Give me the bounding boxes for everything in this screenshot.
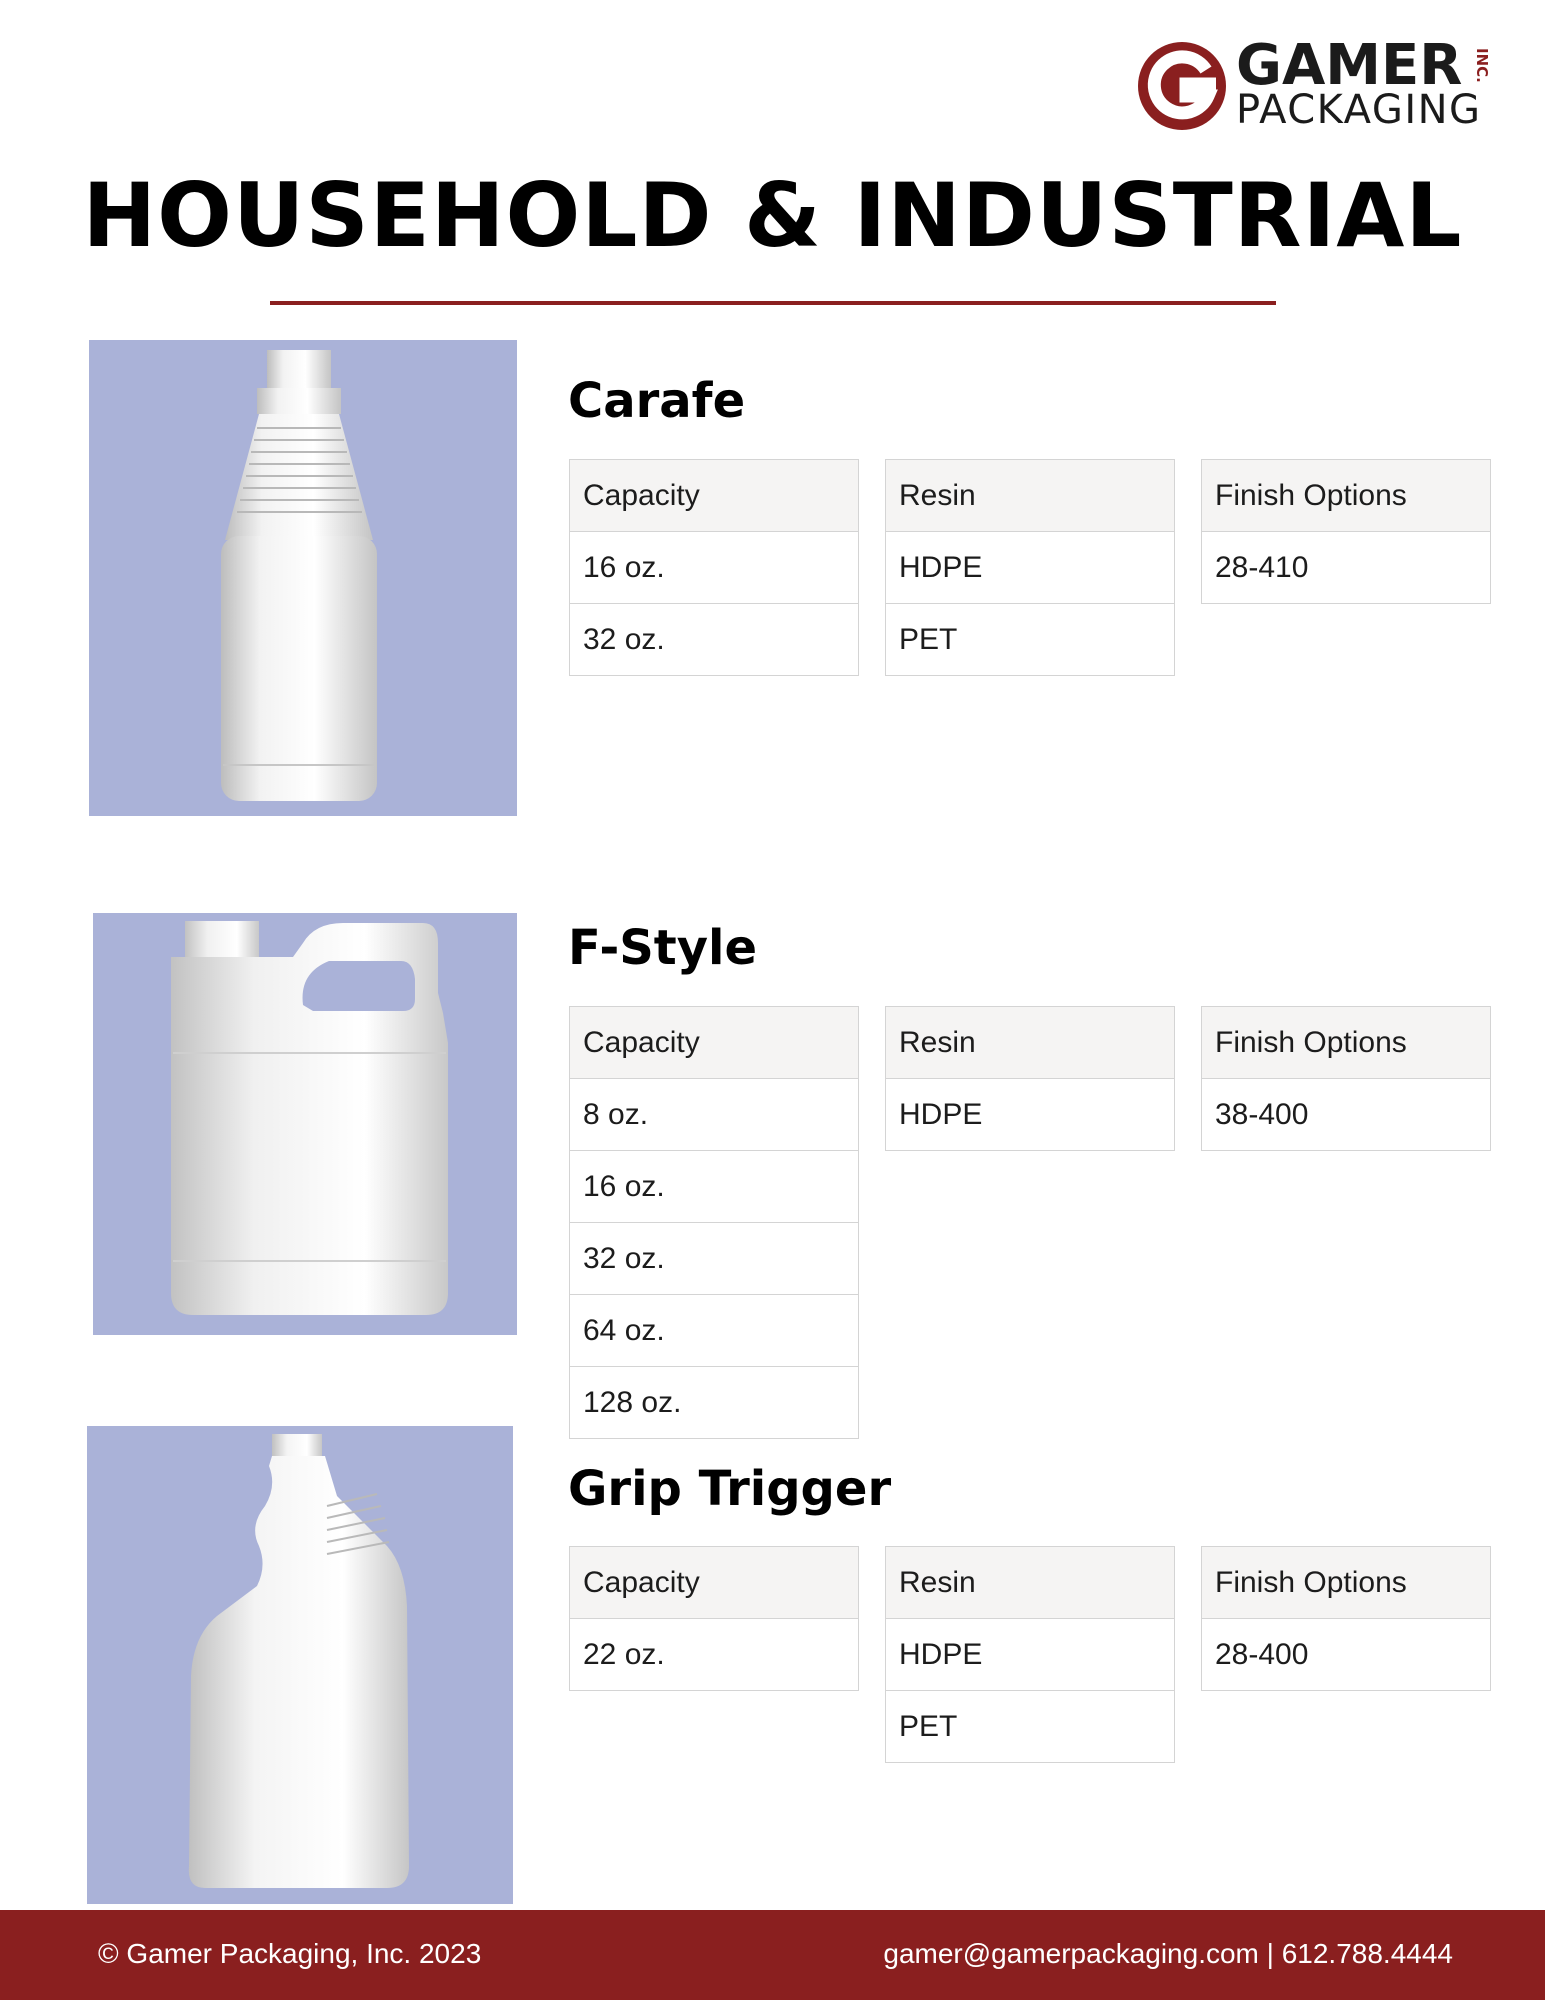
- capacity-cell: 16 oz.: [570, 1151, 859, 1223]
- capacity-cell: 32 oz.: [570, 1223, 859, 1295]
- capacity-header: Capacity: [570, 1007, 859, 1079]
- page-title: HOUSEHOLD & INDUSTRIAL: [82, 164, 1463, 267]
- product-name-grip-trigger: Grip Trigger: [568, 1461, 892, 1517]
- f-style-jug-icon: [93, 913, 517, 1335]
- capacity-table-f-style: [569, 1006, 859, 1439]
- resin-header: Resin: [886, 1007, 1175, 1079]
- finish-table-grip-trigger: [1201, 1546, 1491, 1691]
- resin-table-grip-trigger: [885, 1546, 1175, 1763]
- finish-cell: 28-410: [1202, 532, 1491, 604]
- resin-header: Resin: [886, 460, 1175, 532]
- company-logo: [1136, 33, 1496, 135]
- logo-wordmark-gamer: GAMER: [1236, 33, 1463, 98]
- finish-table-f-style: [1201, 1006, 1491, 1151]
- carafe-bottle-image: [89, 340, 517, 816]
- finish-header: Finish Options: [1202, 1007, 1491, 1079]
- footer-contact: gamer@gamerpackaging.com | 612.788.4444: [883, 1938, 1453, 1969]
- grip-trigger-bottle-icon: [87, 1426, 513, 1904]
- product-name-f-style: F-Style: [568, 920, 758, 976]
- finish-cell: 38-400: [1202, 1079, 1491, 1151]
- grip-trigger-bottle-image: [87, 1426, 513, 1904]
- title-divider: [270, 301, 1276, 305]
- finish-cell: 28-400: [1202, 1619, 1491, 1691]
- capacity-cell: 16 oz.: [570, 532, 859, 604]
- footer-bar: [0, 1910, 1545, 2000]
- finish-header: Finish Options: [1202, 460, 1491, 532]
- capacity-cell: 22 oz.: [570, 1619, 859, 1691]
- product-name-carafe: Carafe: [568, 373, 746, 429]
- resin-cell: HDPE: [886, 1619, 1175, 1691]
- logo-g-mark-icon: [1136, 40, 1228, 132]
- capacity-cell: 128 oz.: [570, 1367, 859, 1439]
- capacity-cell: 64 oz.: [570, 1295, 859, 1367]
- resin-table-f-style: [885, 1006, 1175, 1151]
- resin-table-carafe: [885, 459, 1175, 676]
- capacity-cell: 8 oz.: [570, 1079, 859, 1151]
- resin-cell: PET: [886, 604, 1175, 676]
- f-style-jug-image: [93, 913, 517, 1335]
- resin-cell: PET: [886, 1691, 1175, 1763]
- resin-cell: HDPE: [886, 1079, 1175, 1151]
- logo-wordmark-inc: INC.: [1473, 48, 1491, 83]
- logo-wordmark-packaging: PACKAGING: [1236, 87, 1482, 133]
- finish-header: Finish Options: [1202, 1547, 1491, 1619]
- resin-cell: HDPE: [886, 532, 1175, 604]
- carafe-bottle-icon: [89, 340, 517, 816]
- capacity-table-carafe: [569, 459, 859, 676]
- capacity-table-grip-trigger: [569, 1546, 859, 1691]
- capacity-header: Capacity: [570, 1547, 859, 1619]
- capacity-header: Capacity: [570, 460, 859, 532]
- resin-header: Resin: [886, 1547, 1175, 1619]
- footer-copyright: © Gamer Packaging, Inc. 2023: [98, 1938, 482, 1969]
- capacity-cell: 32 oz.: [570, 604, 859, 676]
- finish-table-carafe: [1201, 459, 1491, 604]
